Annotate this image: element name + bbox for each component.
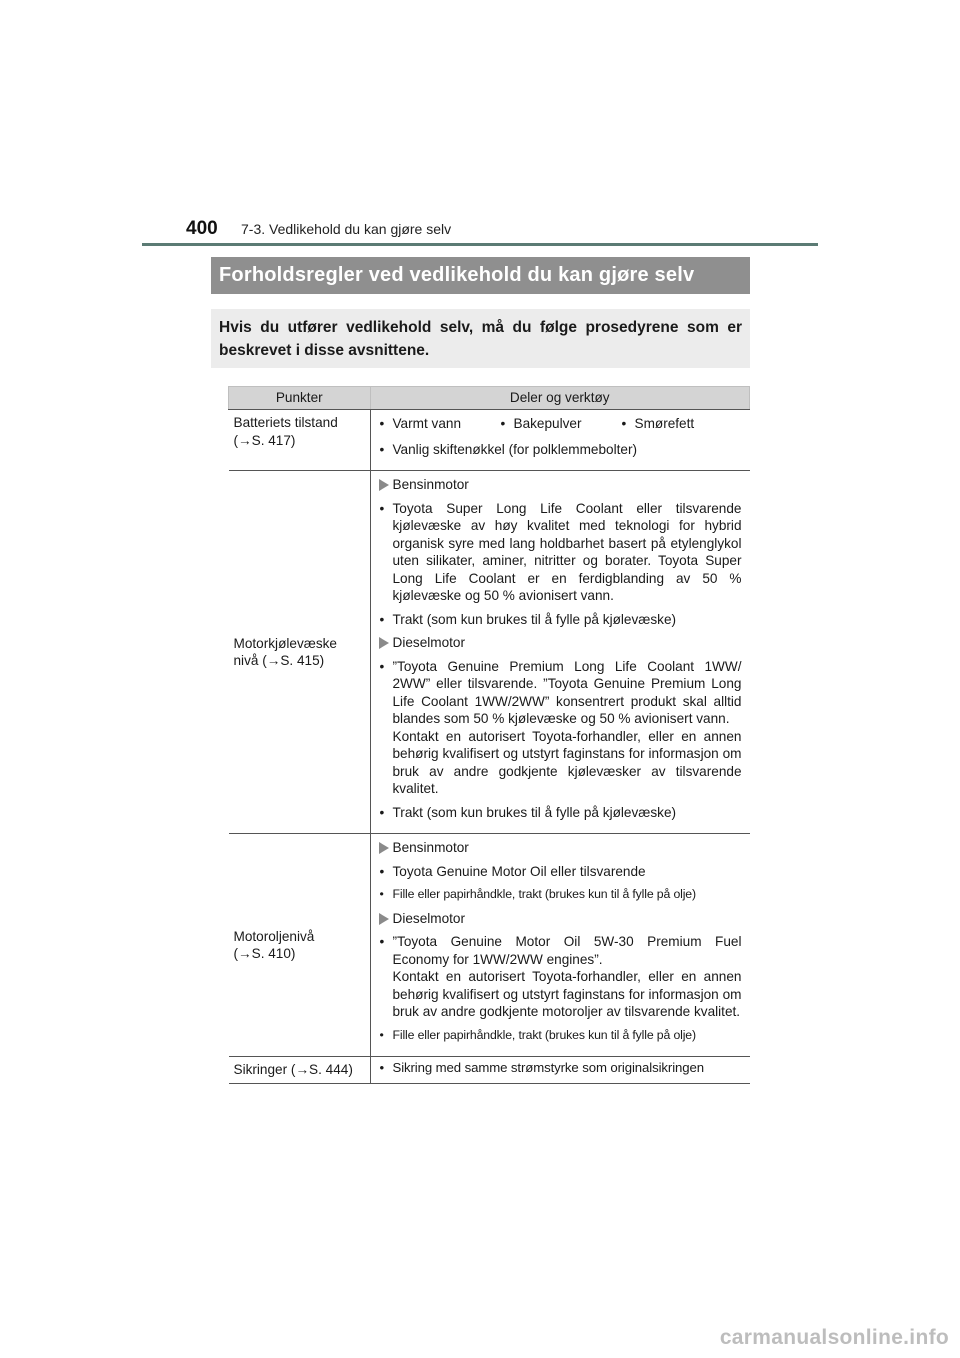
list-item: • Bakepulver (500, 415, 621, 433)
item-label: Motoroljenivå (→S. 410) (233, 928, 315, 961)
list-item: • Sikring med samme strømstyrke som originalsikringen (379, 1059, 742, 1077)
list-item: • Smørefett (621, 415, 742, 433)
list-item (379, 933, 742, 1021)
watermark: carmanualsonline.info (719, 1326, 949, 1349)
list-item: • Fille eller papirhåndkle, trakt (brukes kun til å fylle på olje) (379, 1027, 742, 1045)
list-item: • Trakt (som kun brukes til å fylle på kjølevæske) (379, 611, 742, 629)
triangle-marker-icon (379, 637, 389, 649)
engine-label: Dieselmotor (392, 910, 466, 926)
header-divider (142, 243, 818, 246)
triangle-marker-icon (379, 913, 389, 925)
tools-cell (370, 410, 750, 471)
page-number: 400 (186, 218, 218, 239)
table-row-battery (229, 410, 750, 471)
table-row-oil (229, 834, 750, 1057)
list-item (379, 658, 742, 798)
tools-cell (370, 1057, 750, 1084)
intro-notice: Hvis du utfører vedlikehold selv, må du følge prosedyrene som er beskrevet i disse avsnittene. (211, 309, 750, 368)
engine-label: Bensinmotor (392, 840, 469, 855)
section-title: 7-3. Vedlikehold du kan gjøre selv (241, 221, 452, 237)
item-cell (229, 1057, 371, 1084)
bullet-text: • ”Toyota Genuine Premium Long Life Coolant 1WW/ 2WW” eller tilsvarende. ”Toyota Genuine Premium Long Life Coolant 1WW/2WW” konsentrert produkt skal alltid blandes som 50 % kjølevæske og 50 % avionisert vann. (392, 658, 742, 726)
column-header-tools: Deler og verktøy (370, 387, 750, 410)
tools-cell (370, 834, 750, 1057)
list-item: • Varmt vann (379, 415, 500, 433)
engine-label: Bensinmotor (392, 477, 469, 492)
engine-heading-diesel (379, 910, 742, 928)
list-item: • Trakt (som kun brukes til å fylle på kjølevæske) (379, 804, 742, 822)
engine-heading-gasoline (379, 839, 742, 857)
table-row-fuses (229, 1057, 750, 1084)
item-label: Motorkjølevæske nivå (→S. 415) (233, 635, 337, 668)
bullet-text: Kontakt en autorisert Toyota-forhandler, eller en annen behørig kvalifisert og utstyrt faginstans for informasjon om bruk av andre godkjente kjølevæsker av tilsvarende kvalitet. (392, 728, 742, 796)
table-row-coolant (229, 471, 750, 834)
parts-table (228, 386, 750, 1084)
column-header-items: Punkter (229, 387, 371, 410)
triangle-marker-icon (379, 842, 389, 854)
list-item: • Toyota Super Long Life Coolant eller tilsvarende kjølevæske av høy kvalitet med teknologi for hybrid organisk syre med lang holdbarhet basert på etylenglykol uten silikater, aminer, nitritter og borater. Toyota Super Long Life Coolant er en ferdigblanding av 50 % kjølevæske og 50 % avionisert vann. (379, 500, 742, 605)
bullet-text: Kontakt en autorisert Toyota-forhandler, eller en annen behørig kvalifisert og utstyrt faginstans for informasjon om bruk av andre godkjente motoroljer av tilsvarende kvalitet. (392, 969, 742, 1019)
inline-bullet-group (379, 413, 742, 439)
triangle-marker-icon (379, 479, 389, 491)
engine-heading-gasoline (379, 476, 742, 494)
item-label: Sikringer (→S. 444) (233, 1062, 353, 1077)
tools-cell (370, 471, 750, 834)
item-cell (229, 834, 371, 1057)
item-cell (229, 471, 371, 834)
table-header-row (229, 387, 750, 410)
bullet-text: • ”Toyota Genuine Motor Oil 5W-30 Premium Fuel Economy for 1WW/2WW engines”. (392, 934, 742, 967)
engine-heading-diesel (379, 634, 742, 652)
list-item: • Vanlig skiftenøkkel (for polklemmebolter) (379, 441, 742, 459)
page-title: Forholdsregler ved vedlikehold du kan gjøre selv (211, 257, 750, 294)
item-label: Batteriets tilstand (→S. 417) (233, 415, 338, 448)
engine-label: Dieselmotor (392, 635, 466, 650)
list-item: • Fille eller papirhåndkle, trakt (brukes kun til å fylle på olje) (379, 886, 742, 904)
list-item: • Toyota Genuine Motor Oil eller tilsvarende (379, 863, 742, 881)
item-cell (229, 410, 371, 471)
